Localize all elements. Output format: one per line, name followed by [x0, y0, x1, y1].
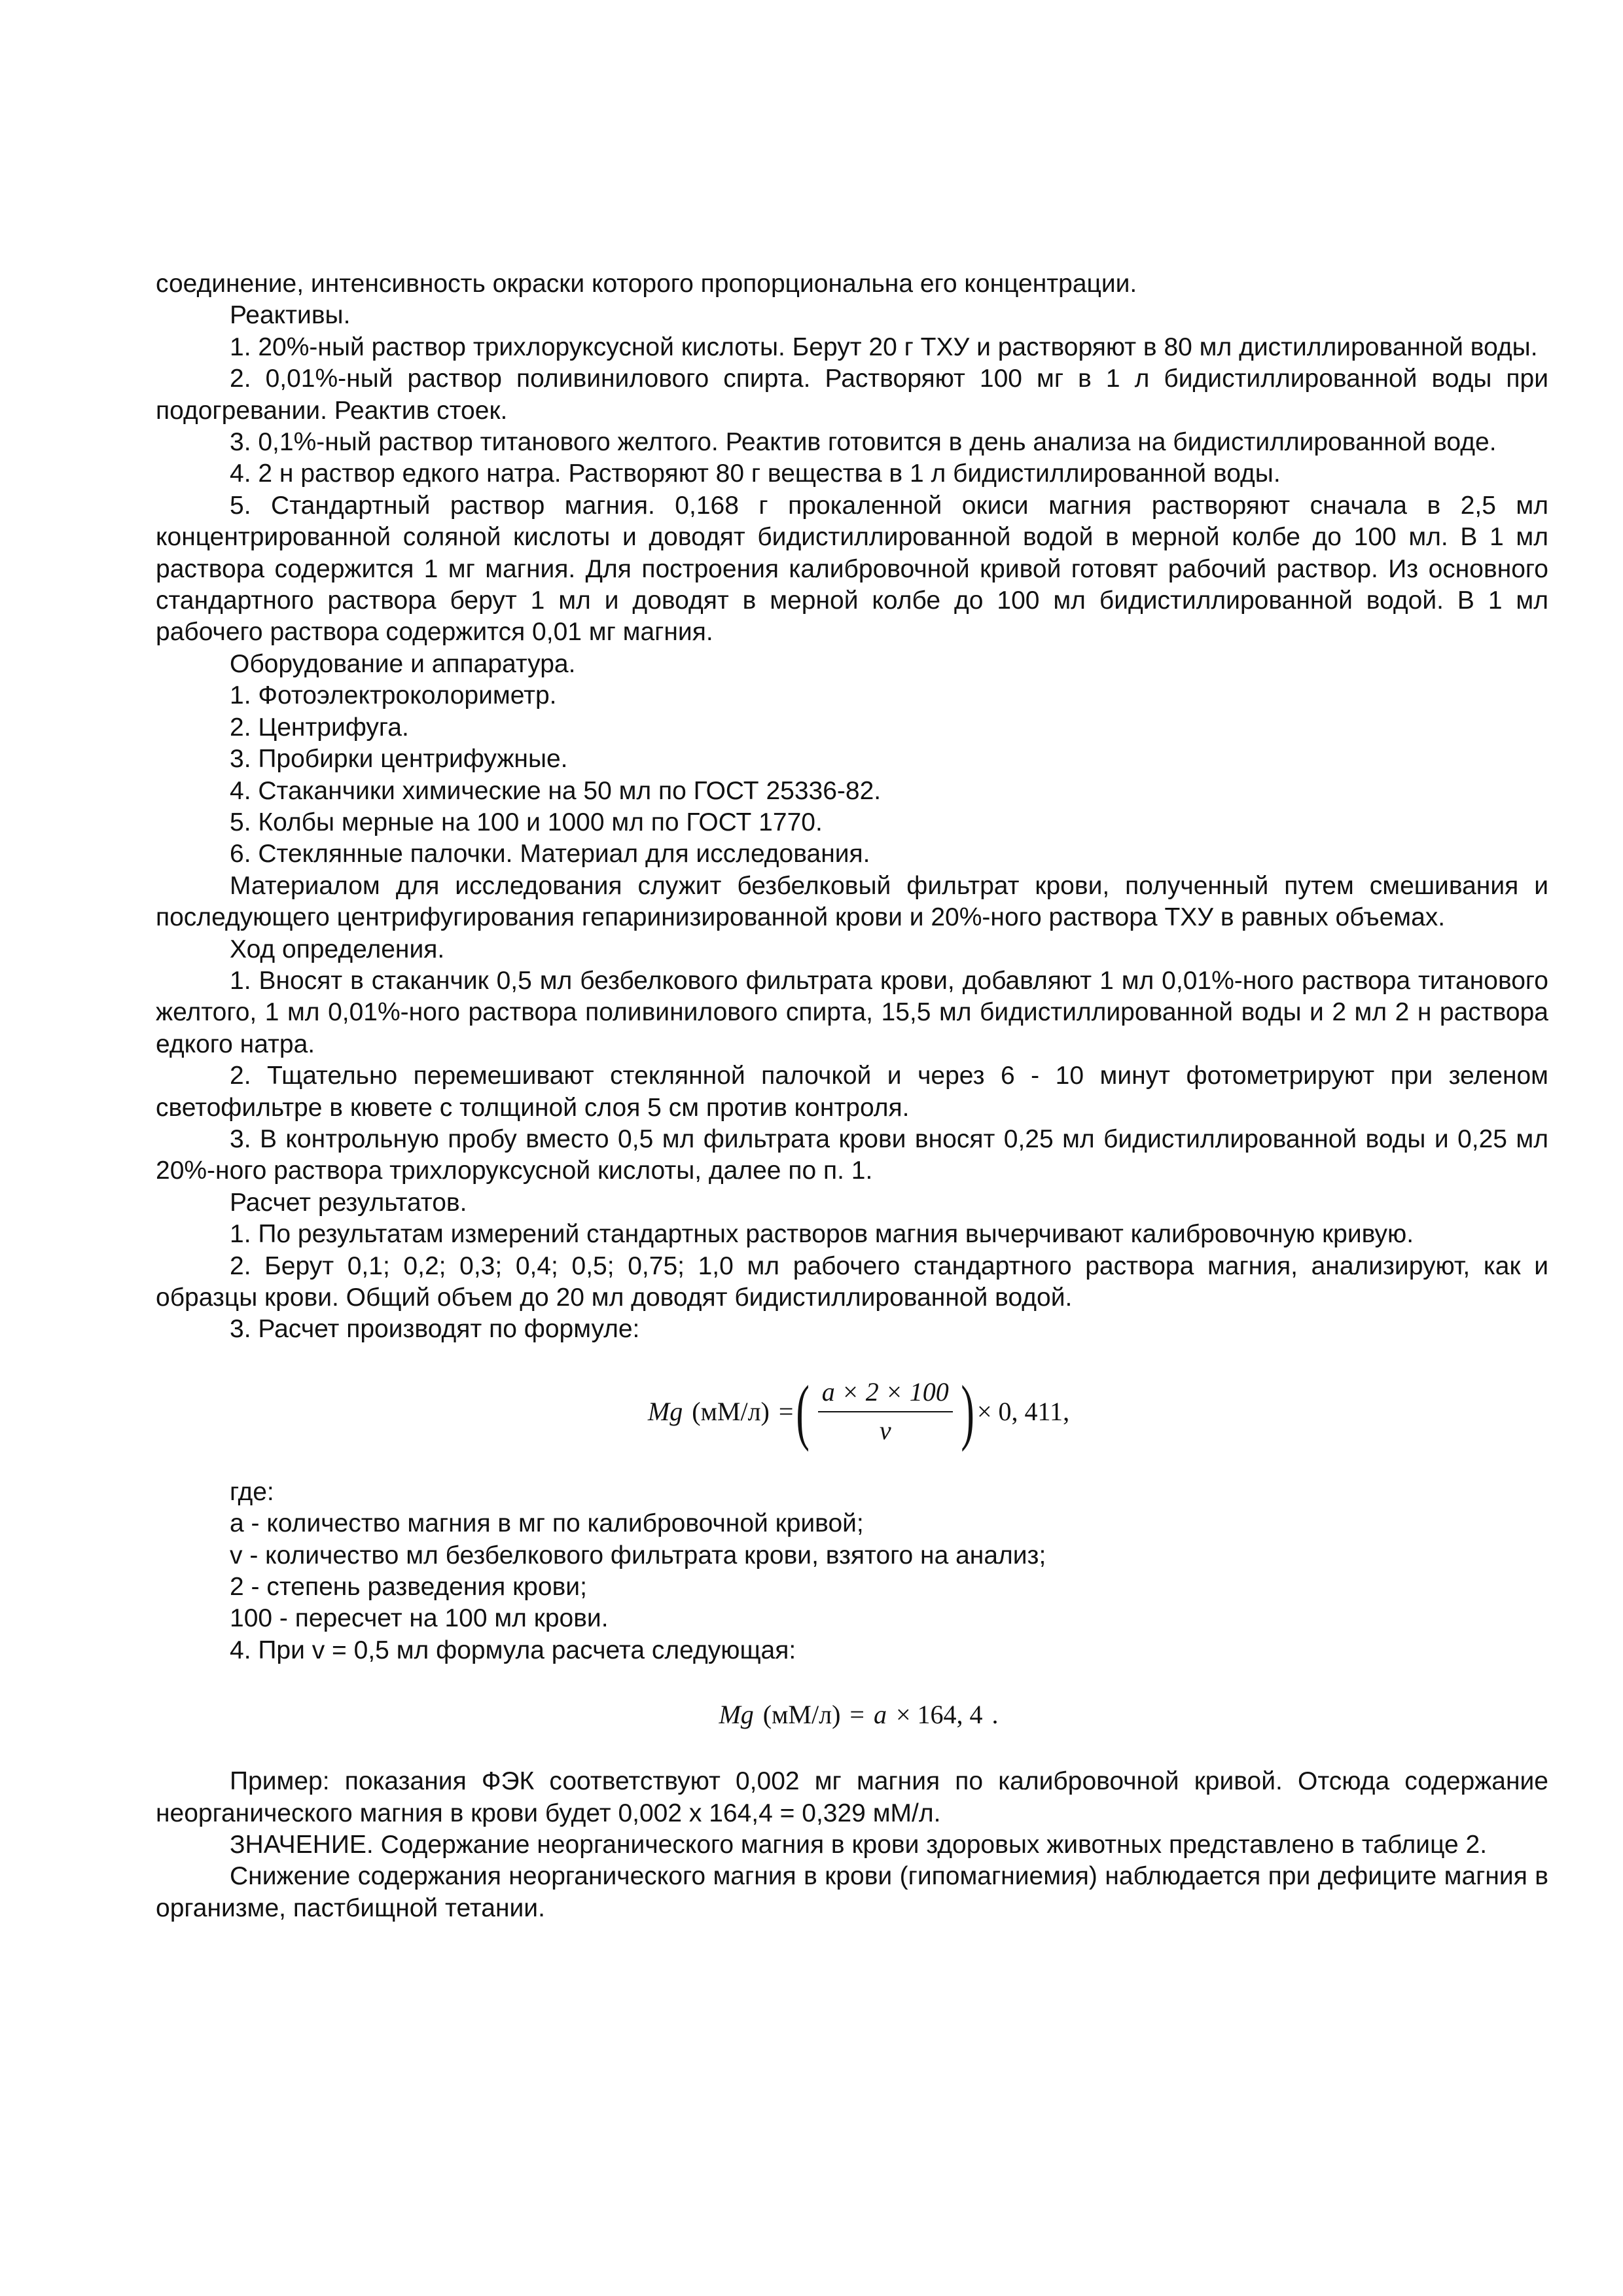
equipment-2: 2. Центрифуга. [230, 713, 409, 742]
procedure-3: 3. В контрольную пробу вместо 0,5 мл фильтрата крови вносят 0,25 мл бидистиллированной воды и 0,25 мл 20%-ного раствора трихлоруксусной кислоты, далее по п. 1. [156, 1124, 1548, 1185]
reagent-4: 4. 2 н раствор едкого натра. Растворяют 80 г вещества в 1 л бидистиллированной воды. [230, 459, 1281, 488]
legend-a: a - количество магния в мг по калибровочной кривой; [230, 1509, 864, 1538]
formula-multiplier: × 0, 411 [976, 1396, 1063, 1426]
equipment-3: 3. Пробирки центрифужные. [230, 745, 568, 774]
paragraph-significance: ЗНАЧЕНИЕ. Содержание неорганического магния в крови здоровых животных представлено в таблице 2. [230, 1831, 1488, 1859]
formula-lhs-unit: (мМ/л) [692, 1396, 770, 1426]
formula-equals: = [778, 1396, 794, 1426]
reagent-5: 5. Стандартный раствор магния. 0,168 г прокаленной окиси магния растворяют сначала в 2,5 мл концентрированной соляной кислоты и доводят бидистиллированной водой в мерной колбе до 100 мл. В 1 мл раствора содержится 1 мг магния. Для построения калибровочной кривой готовят рабочий раствор. Из основного стандартного раствора берут 1 мл и доводят в мерной колбе до 100 мл бидистиллированной водой. В 1 мл рабочего раствора содержится 0,01 мг магния. [156, 491, 1548, 647]
equipment-4: 4. Стаканчики химические на 50 мл по ГОСТ 25336-82. [230, 776, 882, 805]
paragraph-hypomagnesemia: Снижение содержания неорганического магния в крови (гипомагниемия) наблюдается при дефиците магния в организме, пастбищной тетании. [156, 1862, 1548, 1922]
calculation-3: 3. Расчет производят по формуле: [230, 1315, 640, 1344]
legend-2: 2 - степень разведения крови; [230, 1573, 587, 1602]
legend-v: v - количество мл безбелкового фильтрата крови, взятого на анализ; [230, 1541, 1046, 1570]
paragraph-material: Материалом для исследования служит безбелковый фильтрат крови, полученный путем смешивания и последующего центрифугирования гепаринизированной крови и 20%-ного раствора ТХУ в равных объемах. [156, 871, 1548, 932]
formula-lhs-var: Mg [647, 1396, 683, 1426]
formula2-equals: = [849, 1700, 865, 1730]
reagent-1: 1. 20%-ный раствор трихлоруксусной кислоты. Берут 20 г ТХУ и растворяют в 80 мл дистиллированной воды. [230, 332, 1538, 361]
calculation-2: 2. Берут 0,1; 0,2; 0,3; 0,4; 0,5; 0,75; 1,0 мл рабочего стандартного раствора магния, анализируют, как и образцы крови. Общий объем до 20 мл доводят бидистиллированной водой. [156, 1251, 1548, 1312]
formula2-trail: . [991, 1700, 999, 1730]
formula-numerator: a × 2 × 100 [818, 1376, 953, 1412]
formula2-lhs-unit: (мМ/л) [762, 1700, 841, 1730]
heading-calculation: Расчет результатов. [230, 1188, 467, 1217]
heading-procedure: Ход определения. [230, 935, 445, 963]
calculation-4: 4. При v = 0,5 мл формула расчета следующая: [230, 1636, 796, 1664]
reagent-2: 2. 0,01%-ный раствор поливинилового спирта. Растворяют 100 мг в 1 л бидистиллированной воды при подогревании. Реактив стоек. [156, 365, 1548, 425]
reagent-3: 3. 0,1%-ный раствор титанового желтого. Реактив готовится в день анализа на бидистиллированной воде. [230, 428, 1497, 457]
formula2-rhs-var: a [873, 1700, 887, 1730]
paragraph-example: Пример: показания ФЭК соответствуют 0,002 мг магния по калибровочной кривой. Отсюда содержание неорганического магния в крови будет 0,002 х 164,4 = 0,329 мМ/л. [156, 1767, 1548, 1827]
formula-close-paren: ) [961, 1371, 974, 1452]
formula-open-paren: ( [796, 1371, 810, 1452]
equipment-5: 5. Колбы мерные на 100 и 1000 мл по ГОСТ 1770. [230, 808, 823, 836]
procedure-2: 2. Тщательно перемешивают стеклянной палочкой и через 6 - 10 минут фотометрируют при зеленом светофильтре в кювете с толщиной слоя 5 см против контроля. [156, 1062, 1548, 1122]
formula2-lhs-var: Mg [719, 1700, 754, 1730]
procedure-1: 1. Вносят в стаканчик 0,5 мл безбелкового фильтрата крови, добавляют 1 мл 0,01%-ного раствора титанового желтого, 1 мл 0,01%-ного раствора поливинилового спирта, 15,5 мл бидистиллированной воды и 2 мл 2 н раствора едкого натра. [156, 966, 1548, 1058]
heading-equipment: Оборудование и аппаратура. [230, 649, 576, 678]
formula-fraction [813, 1376, 958, 1446]
equipment-1: 1. Фотоэлектроколориметр. [230, 681, 557, 710]
paragraph-intro: соединение, интенсивность окраски которого пропорциональна его концентрации. [156, 270, 1137, 298]
formula2-rhs-rest: × 164, 4 [895, 1700, 983, 1730]
formula-trail: , [1063, 1396, 1070, 1426]
legend-100: 100 - пересчет на 100 мл крови. [230, 1604, 609, 1633]
equipment-6: 6. Стеклянные палочки. Материал для исследования. [230, 840, 870, 869]
formula-simplified [156, 1683, 1548, 1746]
document-page [156, 268, 1548, 1924]
calculation-1: 1. По результатам измерений стандартных растворов магния вычерчивают калибровочную кривую. [230, 1220, 1414, 1249]
heading-reagents: Реактивы. [230, 301, 351, 330]
formula-denominator: v [879, 1415, 891, 1445]
formula-main [156, 1363, 1548, 1461]
legend-where: где: [230, 1477, 274, 1506]
